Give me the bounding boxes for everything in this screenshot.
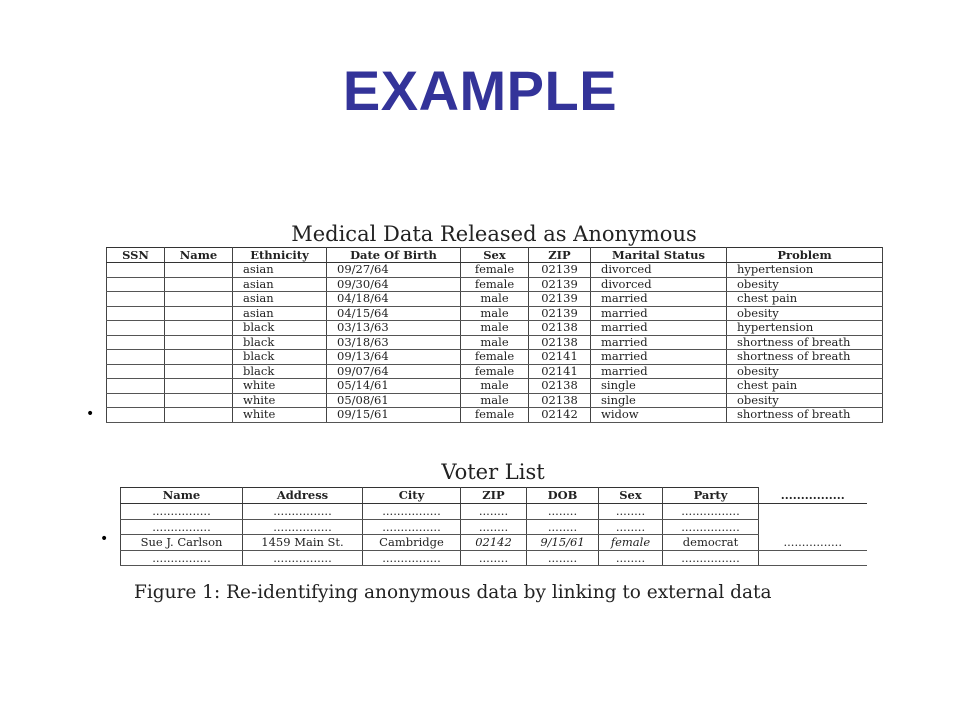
table-row	[121, 550, 867, 566]
table-cell: 9/15/61	[527, 535, 599, 551]
table-cell	[165, 393, 233, 408]
table-cell	[759, 504, 867, 520]
medical-col-header: ZIP	[529, 248, 591, 263]
table-cell	[759, 550, 867, 566]
table-cell: 05/14/61	[327, 379, 461, 394]
table-cell: 02138	[529, 321, 591, 336]
table-cell	[165, 379, 233, 394]
table-row	[121, 504, 867, 520]
table-row	[121, 519, 867, 535]
table-cell: 02138	[529, 335, 591, 350]
table-cell: obesity	[727, 364, 883, 379]
table-cell: white	[233, 393, 327, 408]
slide-title: EXAMPLE	[342, 59, 618, 122]
table-cell: ........	[461, 519, 527, 535]
table-cell: ................	[243, 550, 363, 566]
table-cell: 09/27/64	[327, 263, 461, 278]
table-cell: Sue J. Carlson	[121, 535, 243, 551]
table-cell: white	[233, 379, 327, 394]
table-cell: married	[591, 350, 727, 365]
table-cell: asian	[233, 292, 327, 307]
table-cell: obesity	[727, 393, 883, 408]
table-row	[121, 535, 867, 551]
table-cell	[107, 263, 165, 278]
table-cell: ................	[663, 519, 759, 535]
medical-col-header: Ethnicity	[233, 248, 327, 263]
table-cell: ................	[363, 519, 461, 535]
voter-list-table	[120, 487, 867, 566]
table-cell: ................	[121, 519, 243, 535]
table-cell: ................	[121, 550, 243, 566]
medical-table-caption: Medical Data Released as Anonymous	[291, 222, 697, 246]
table-cell: obesity	[727, 306, 883, 321]
table-cell	[759, 519, 867, 535]
table-cell: married	[591, 292, 727, 307]
table-cell: male	[461, 335, 529, 350]
table-cell: 02141	[529, 364, 591, 379]
table-cell: ........	[599, 504, 663, 520]
table-cell	[165, 263, 233, 278]
bullet-point: •	[86, 406, 95, 422]
voter-col-header: DOB	[527, 488, 599, 504]
table-cell: obesity	[727, 277, 883, 292]
figure-caption: Figure 1: Re-identifying anonymous data by linking to external data	[134, 582, 772, 603]
table-cell	[165, 292, 233, 307]
table-cell	[165, 364, 233, 379]
medical-col-header: Marital Status	[591, 248, 727, 263]
table-cell: male	[461, 393, 529, 408]
table-cell	[107, 292, 165, 307]
table-cell	[165, 306, 233, 321]
table-cell: 02139	[529, 277, 591, 292]
table-cell	[107, 379, 165, 394]
table-cell: married	[591, 335, 727, 350]
table-cell: ................	[663, 550, 759, 566]
table-cell: single	[591, 379, 727, 394]
table-cell: democrat	[663, 535, 759, 551]
table-cell: 04/15/64	[327, 306, 461, 321]
table-row	[107, 321, 883, 336]
table-cell: ................	[243, 519, 363, 535]
table-cell: divorced	[591, 263, 727, 278]
voter-header-row	[121, 488, 867, 504]
table-cell: 02142	[529, 408, 591, 423]
voter-col-header: Sex	[599, 488, 663, 504]
table-cell	[165, 408, 233, 423]
table-cell: 02138	[529, 379, 591, 394]
voter-col-header: ................	[759, 488, 867, 504]
table-row	[107, 379, 883, 394]
medical-col-header: Problem	[727, 248, 883, 263]
medical-col-header: Name	[165, 248, 233, 263]
table-cell: 02139	[529, 306, 591, 321]
table-cell: ........	[527, 519, 599, 535]
table-cell	[107, 364, 165, 379]
table-cell: ........	[527, 550, 599, 566]
medical-col-header: Sex	[461, 248, 529, 263]
table-cell: single	[591, 393, 727, 408]
table-row	[107, 263, 883, 278]
table-cell: black	[233, 321, 327, 336]
table-cell	[107, 408, 165, 423]
voter-col-header: Address	[243, 488, 363, 504]
table-cell: asian	[233, 263, 327, 278]
voter-col-header: Party	[663, 488, 759, 504]
table-cell: ................	[663, 504, 759, 520]
table-cell: ................	[363, 504, 461, 520]
table-cell	[165, 277, 233, 292]
table-row	[107, 364, 883, 379]
table-row	[107, 277, 883, 292]
table-cell: married	[591, 364, 727, 379]
table-cell	[165, 321, 233, 336]
table-cell: chest pain	[727, 292, 883, 307]
table-cell: Cambridge	[363, 535, 461, 551]
table-cell: hypertension	[727, 321, 883, 336]
table-cell: divorced	[591, 277, 727, 292]
table-cell: chest pain	[727, 379, 883, 394]
table-cell: female	[461, 277, 529, 292]
voter-col-header: City	[363, 488, 461, 504]
table-cell: asian	[233, 277, 327, 292]
table-cell: shortness of breath	[727, 408, 883, 423]
table-cell: ........	[461, 504, 527, 520]
table-cell: shortness of breath	[727, 350, 883, 365]
table-cell: male	[461, 379, 529, 394]
table-row	[107, 393, 883, 408]
table-cell: black	[233, 335, 327, 350]
table-cell: hypertension	[727, 263, 883, 278]
table-cell: male	[461, 321, 529, 336]
medical-header-row	[107, 248, 883, 263]
table-cell: 09/15/61	[327, 408, 461, 423]
medical-col-header: SSN	[107, 248, 165, 263]
table-cell: 1459 Main St.	[243, 535, 363, 551]
table-cell	[107, 350, 165, 365]
table-cell: black	[233, 350, 327, 365]
table-cell	[107, 335, 165, 350]
voter-col-header: ZIP	[461, 488, 527, 504]
table-cell: 03/13/63	[327, 321, 461, 336]
table-cell: 03/18/63	[327, 335, 461, 350]
table-cell: 02139	[529, 263, 591, 278]
bullet-point: •	[100, 531, 109, 547]
table-cell: male	[461, 306, 529, 321]
table-cell: 02141	[529, 350, 591, 365]
table-cell: male	[461, 292, 529, 307]
table-cell: ........	[599, 519, 663, 535]
table-row	[107, 350, 883, 365]
voter-list-caption: Voter List	[441, 460, 545, 484]
table-cell: ................	[121, 504, 243, 520]
table-row	[107, 408, 883, 423]
table-cell: 09/13/64	[327, 350, 461, 365]
table-cell: female	[461, 408, 529, 423]
table-cell: ................	[363, 550, 461, 566]
table-cell: white	[233, 408, 327, 423]
table-cell	[107, 277, 165, 292]
table-row	[107, 292, 883, 307]
table-cell	[165, 335, 233, 350]
table-cell: widow	[591, 408, 727, 423]
table-cell: asian	[233, 306, 327, 321]
table-cell: ........	[527, 504, 599, 520]
table-cell: 04/18/64	[327, 292, 461, 307]
table-cell: ........	[599, 550, 663, 566]
table-cell: female	[461, 263, 529, 278]
table-cell: 02142	[461, 535, 527, 551]
table-cell: ................	[243, 504, 363, 520]
table-cell: ........	[461, 550, 527, 566]
table-cell: 02138	[529, 393, 591, 408]
voter-col-header: Name	[121, 488, 243, 504]
table-row	[107, 306, 883, 321]
table-cell: shortness of breath	[727, 335, 883, 350]
table-cell: 09/30/64	[327, 277, 461, 292]
table-cell: female	[461, 364, 529, 379]
table-cell: female	[461, 350, 529, 365]
table-cell	[107, 393, 165, 408]
table-cell: ................	[759, 535, 867, 551]
table-cell: female	[599, 535, 663, 551]
table-cell: 09/07/64	[327, 364, 461, 379]
table-cell: 05/08/61	[327, 393, 461, 408]
table-cell: married	[591, 306, 727, 321]
medical-data-table	[106, 247, 883, 423]
table-cell	[107, 321, 165, 336]
table-cell	[107, 306, 165, 321]
table-cell: married	[591, 321, 727, 336]
medical-col-header: Date Of Birth	[327, 248, 461, 263]
table-cell: black	[233, 364, 327, 379]
table-cell	[165, 350, 233, 365]
table-row	[107, 335, 883, 350]
table-cell: 02139	[529, 292, 591, 307]
